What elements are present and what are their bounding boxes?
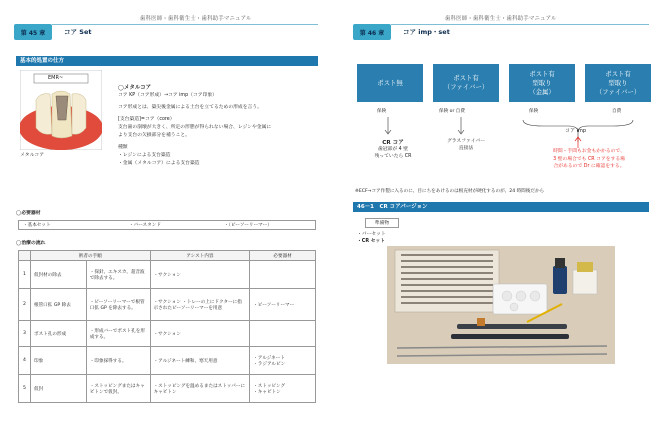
arrow-up-icon [573, 136, 583, 148]
arrow-down-icon [383, 117, 393, 137]
table-row: 3 ポスト孔の形成 ・形成バーでポスト孔を形成する。 ・サクション [19, 321, 316, 347]
manual-title: 歯科医師・歯科衛生士・歯科助手マニュアル [445, 16, 557, 22]
metal-core-line: 種類 [118, 145, 128, 150]
table-row: 5 仮封 ・ストッピングまたはキャビトンで仮封。 ・ストッピングを温めるまたはストッパーにキャビトン ・ストッピング ・キャビトン [19, 375, 316, 403]
prep-label: 準備物 [365, 218, 399, 228]
table-header: アシスト内容 [150, 251, 250, 261]
table-row: 1 仮封材の除去 ・探針、エキスカ、超音波で除去する。 ・サクション [19, 261, 316, 289]
metal-core-line: ・金属（メタルコア）による支台築造 [118, 161, 200, 166]
metal-core-heading: ◯メタルコア [118, 85, 151, 91]
metal-core-line: ・レジンによる支台築造 [118, 153, 171, 158]
right-page [333, 0, 666, 424]
metal-core-line: より支台の欠損部分を補うこと。 [118, 133, 190, 138]
arrow-down-icon [456, 117, 466, 137]
prep-item: ・CR セット [357, 239, 386, 244]
image-label: EMR~ [48, 75, 64, 81]
procedure-table [18, 250, 316, 403]
col3-insurance: 保険 [529, 109, 539, 114]
manual-title: 歯科医師・歯科衛生士・歯科助手マニュアル [140, 16, 252, 22]
table-row: 4 印象 ・印象採得する。 ・アルジネート練和、寒天用意 ・アルジネート ・ラジアルピン [19, 347, 316, 375]
metal-core-text [118, 84, 318, 168]
metal-core-line: コア形成とは、築尖後金属による土台を立てるための形成を言う。 [118, 105, 262, 110]
chapter-header [14, 24, 318, 40]
table-row: 2 根管口拡 GP 除去 ・ピーソーリーマーで根管口拡 GP を除去する。 ・サクション ・トレーの上にドクターに指示されたピーソーリーマーを用意 ・ピーソーリーマー [19, 289, 316, 321]
material-item: ・（ピーソーリーマー） [224, 223, 272, 228]
timing-note: ※ECF→コア作製に入るのに、目にちをあけるのは根充材が硬化するのが、24 時間後だから [355, 189, 545, 194]
image-caption: メタルコア [20, 153, 44, 158]
section-cr-core: 46－1 CR コアパージョン [353, 202, 649, 212]
table-header [19, 251, 31, 261]
flow-heading: ◯治療の流れ [16, 241, 46, 246]
material-item: ・バースタンド [129, 223, 161, 228]
table-header-row [19, 251, 316, 261]
core-imp-label: コア imp [565, 128, 587, 134]
category-box-no-post: ポスト無 [357, 64, 423, 102]
col2-result: グラスファイバー 直接法 [446, 139, 486, 151]
chapter-title: コア Set [64, 28, 92, 36]
section-basics: 基本的処置の仕方 [16, 56, 318, 66]
metal-core-photo [20, 70, 102, 150]
red-note: 時間・手間もお金もかかるので、 3 壁の場合でも CR コアをする場 合があるので Dr に確認をする。 [553, 149, 625, 169]
chapter-badge: 第 46 章 [353, 24, 391, 40]
prep-item: ・バーセット [357, 232, 386, 237]
instruments-photo [387, 246, 615, 364]
col4-private: 自費 [612, 109, 622, 114]
category-box-metal-impression: ポスト有 型取り （金属） [509, 64, 575, 102]
col2-insurance: 保険 or 自費 [439, 109, 465, 114]
chapter-badge: 第 45 章 [14, 24, 52, 40]
table-header: 術者の手順 [30, 251, 150, 261]
metal-core-line: コア KP（コア形成）→コア imp（コア印象） [118, 93, 217, 98]
chapter-header [353, 24, 649, 40]
category-box-fiber-post: ポスト有 （ファイバー） [433, 64, 499, 102]
material-item: ・基本セット [23, 223, 51, 228]
materials-box [18, 220, 316, 230]
metal-core-line: 支台歯の崩壊が大きく、所定の形態が得られない場合、レジンや金属に [118, 125, 272, 130]
category-box-fiber-impression: ポスト有 型取り （ファイバー） [585, 64, 651, 102]
table-header: 必要器材 [250, 251, 316, 261]
col1-insurance: 保険 [377, 109, 387, 114]
metal-core-line: [支台築造]=コア（core） [118, 117, 175, 122]
materials-heading: ◯必要器材 [16, 211, 41, 216]
chapter-title: コア imp・set [403, 28, 450, 36]
col1-result: CR コア 歯冠部が 4 壁 残っていたら CR [374, 140, 412, 159]
